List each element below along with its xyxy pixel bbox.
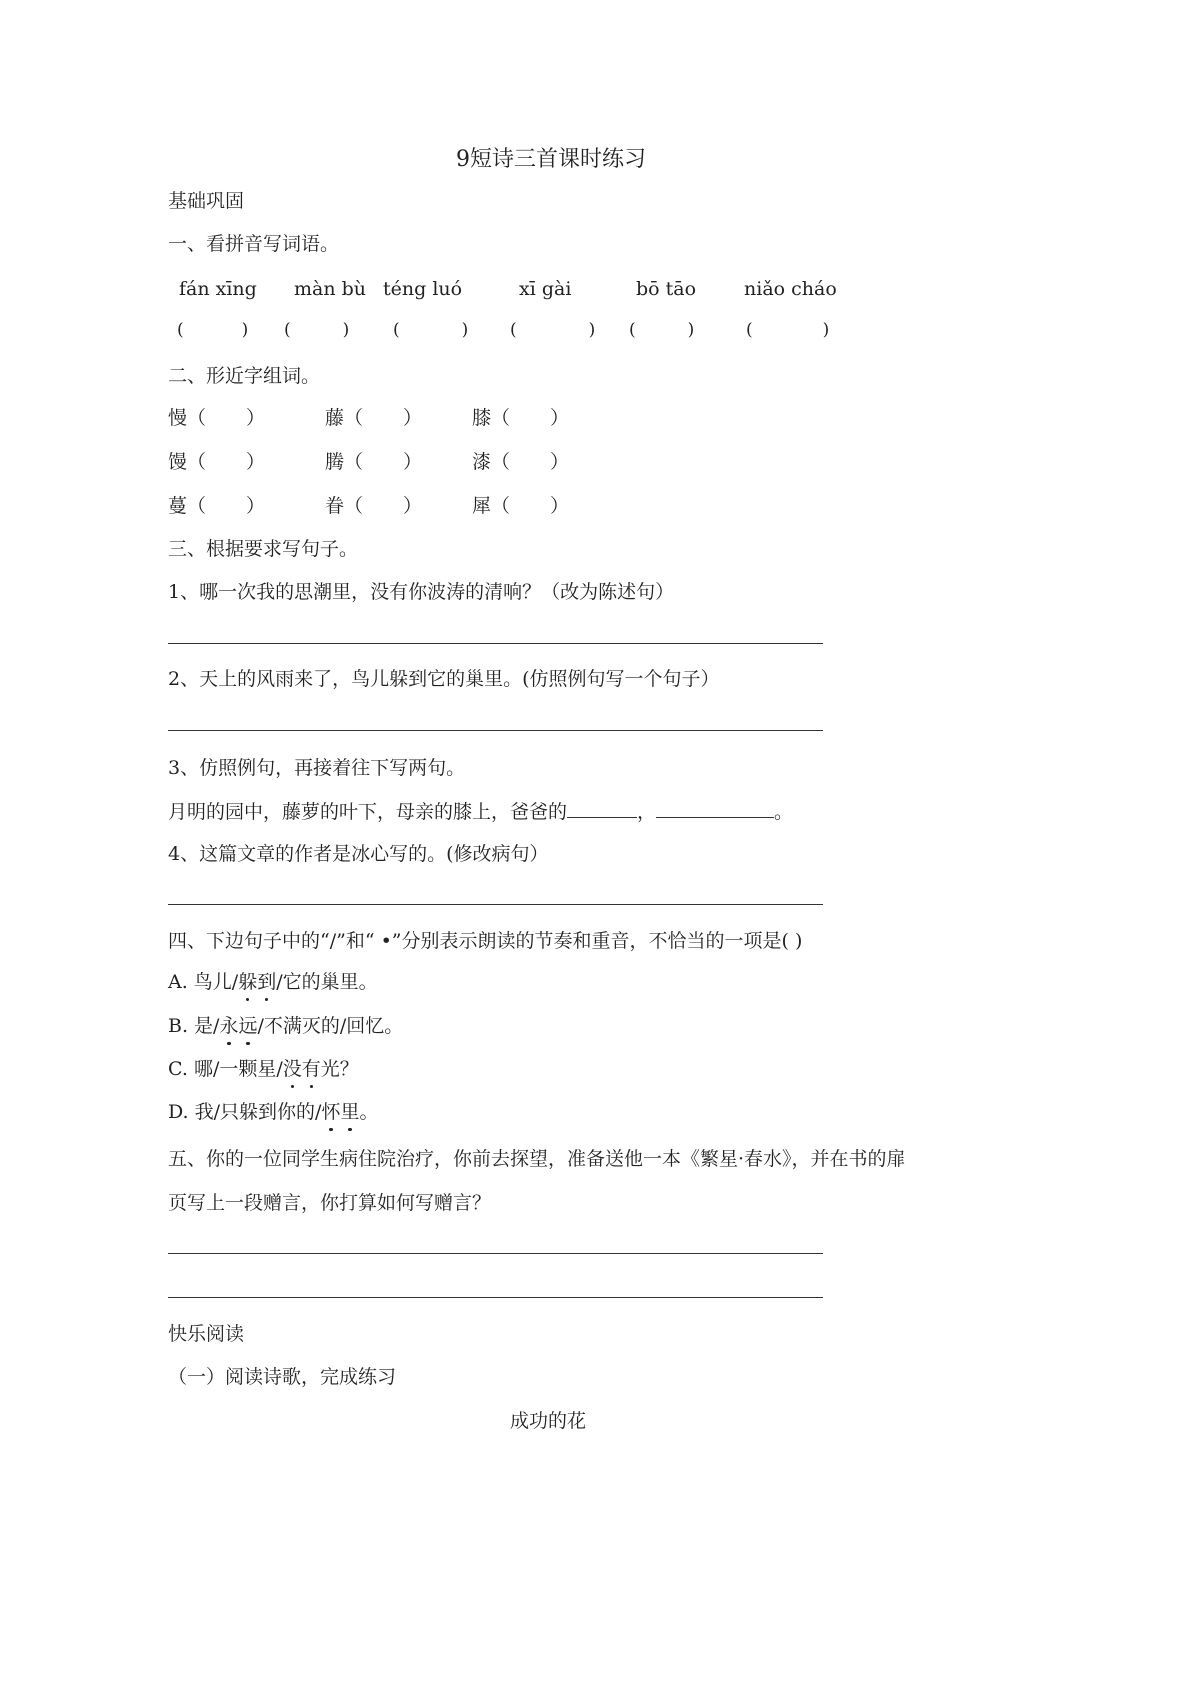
q5-line-2: 页写上一段赠言，你打算如何写赠言？ xyxy=(168,1192,492,1214)
stress-dot-char: 怀 xyxy=(321,1101,341,1123)
poem-title: 成功的花 xyxy=(510,1410,587,1432)
q3-sentence-2: 2、天上的风雨来了，鸟儿躲到它的巢里。(仿照例句写一个句子） xyxy=(168,668,720,690)
fill-blank-2[interactable] xyxy=(656,799,774,818)
page-title: 9短诗三首课时练习 xyxy=(456,147,646,172)
pinyin-5: bō tāo xyxy=(636,278,697,300)
pinyin-6: niǎo cháo xyxy=(744,278,837,300)
answer-paren-2[interactable]: ( ) xyxy=(284,320,350,340)
stress-dot-char: 远 xyxy=(238,1015,258,1037)
char-group-3-2[interactable]: 眷（ ） xyxy=(325,495,423,517)
q3-example-text: 月明的园中，藤萝的叶下，母亲的膝上，爸爸的 xyxy=(168,801,568,823)
q4-option-c[interactable]: C. 哪/一颗星/没有光？ xyxy=(168,1058,359,1080)
answer-line-q5-2[interactable] xyxy=(168,1297,823,1298)
stress-dot-char: 到 xyxy=(257,971,277,993)
q3-heading: 三、根据要求写句子。 xyxy=(168,538,359,560)
answer-line-q3-2[interactable] xyxy=(168,730,823,731)
answer-paren-6[interactable]: ( ) xyxy=(746,320,830,340)
stress-dot-char: 躲 xyxy=(238,971,258,993)
stress-dot-b xyxy=(219,1015,257,1037)
answer-paren-5[interactable]: ( ) xyxy=(629,320,695,340)
q4-option-d[interactable]: D. 我/只躲到你的/怀里。 xyxy=(168,1101,379,1123)
q3-sentence-4: 4、这篇文章的作者是冰心写的。(修改病句） xyxy=(168,843,549,865)
char-group-1-3[interactable]: 膝（ ） xyxy=(472,407,570,429)
pinyin-1: fán xīng xyxy=(179,278,257,300)
char-group-2-3[interactable]: 漆（ ） xyxy=(472,451,570,473)
section-heading-reading: 快乐阅读 xyxy=(168,1323,245,1345)
stress-dot-c xyxy=(283,1058,321,1080)
answer-line-q3-4[interactable] xyxy=(168,904,823,905)
char-group-3-3[interactable]: 犀（ ） xyxy=(472,495,570,517)
q4-option-b[interactable]: B. 是/永远/不满灭的/回忆。 xyxy=(168,1015,404,1037)
q5-line-1: 五、你的一位同学生病住院治疗，你前去探望，准备送他一本《繁星·春水》，并在书的扉 xyxy=(168,1148,906,1170)
answer-paren-1[interactable]: ( ) xyxy=(177,320,249,340)
q3-sentence-1: 1、哪一次我的思潮里，没有你波涛的清响？（改为陈述句） xyxy=(168,581,675,603)
stress-dot-a xyxy=(238,971,276,993)
char-group-2-1[interactable]: 馒（ ） xyxy=(168,451,266,473)
answer-line-q3-1[interactable] xyxy=(168,643,823,644)
pinyin-3: téng luó xyxy=(383,278,463,300)
answer-paren-4[interactable]: ( ) xyxy=(510,320,596,340)
q1-heading: 一、看拼音写词语。 xyxy=(168,233,340,255)
stress-dot-d xyxy=(321,1101,359,1123)
fill-blank-1[interactable] xyxy=(567,799,637,818)
q3-sentence-3: 3、仿照例句，再接着往下写两句。 xyxy=(168,757,466,779)
stress-dot-char: 没 xyxy=(282,1058,302,1080)
q3-example-sentence: 月明的园中，藤萝的叶下，母亲的膝上，爸爸的 ， 。 xyxy=(168,801,794,823)
reading-subheading-1: （一）阅读诗歌，完成练习 xyxy=(168,1366,397,1388)
answer-line-q5-1[interactable] xyxy=(168,1253,823,1254)
q4-heading: 四、下边句子中的“/”和“ •”分别表示朗读的节奏和重音，不恰当的一项是( ) xyxy=(168,930,803,952)
char-group-1-1[interactable]: 慢（ ） xyxy=(168,407,266,429)
char-group-3-1[interactable]: 蔓（ ） xyxy=(168,495,266,517)
pinyin-4: xī gài xyxy=(519,278,572,300)
char-group-2-2[interactable]: 腾（ ） xyxy=(325,451,423,473)
stress-dot-char: 有 xyxy=(301,1058,321,1080)
section-heading-basic: 基础巩固 xyxy=(168,190,245,212)
stress-dot-char: 里 xyxy=(340,1101,360,1123)
char-group-1-2[interactable]: 藤（ ） xyxy=(325,407,423,429)
q2-heading: 二、形近字组词。 xyxy=(168,365,321,387)
answer-paren-3[interactable]: ( ) xyxy=(393,320,469,340)
stress-dot-char: 永 xyxy=(219,1015,239,1037)
q4-option-a[interactable]: A. 鸟儿/躲到/它的巢里。 xyxy=(168,971,378,993)
pinyin-2: màn bù xyxy=(294,278,367,300)
